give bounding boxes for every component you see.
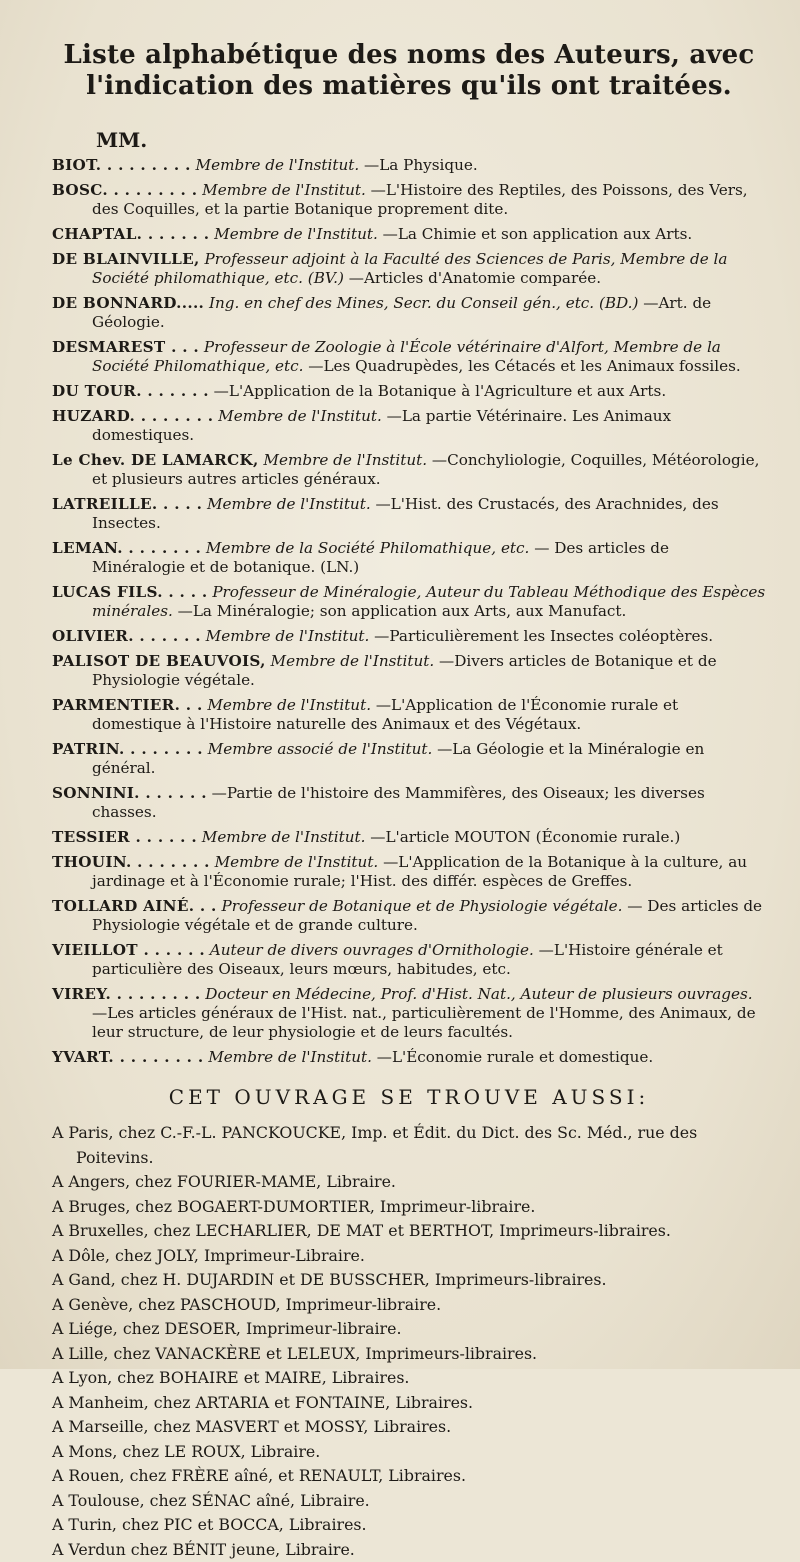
author-name: PATRIN. . . . . . . . [52,740,203,758]
author-title: Membre de l'Institut. [218,407,382,425]
author-title: Ing. en chef des Mines, Secr. du Conseil gén., etc. (BD.) [209,294,638,312]
author-entry [52,696,766,734]
author-name: VIEILLOT . . . . . . [52,941,205,959]
seller-line: A Verdun chez BÉNIT jeune, Libraire. [52,1538,766,1562]
author-title: Membre de l'Institut. [206,627,370,645]
author-topic: —La Chimie et son application aux Arts. [383,225,693,243]
author-topic: —L'article MOUTON (Économie rurale.) [370,828,680,846]
author-entry [52,1048,766,1067]
author-topic: —Art. de Géologie. [92,294,711,331]
author-entry [52,225,766,244]
author-entry [52,583,766,621]
author-topic: —Particulièrement les Insectes coléoptères. [374,627,713,645]
author-title: Professeur de Zoologie à l'École vétérinaire d'Alfort, Membre de la Société Philomathique, etc. [92,338,721,375]
page-title: Liste alphabétique des noms des Auteurs, avec l'indication des matières qu'ils ont traitées. [52,40,766,102]
seller-line: A Bruxelles, chez LECHARLIER, DE MAT et BERTHOT, Imprimeurs-libraires. [52,1219,766,1244]
author-title: Membre de l'Institut. [263,451,427,469]
seller-list [52,1121,766,1562]
author-title: Membre de l'Institut. [214,225,378,243]
author-name: YVART. . . . . . . . . [52,1048,203,1066]
author-topic: —L'Économie rurale et domestique. [377,1048,653,1066]
author-topic: —L'Hist. des Crustacés, des Arachnides, des Insectes. [92,495,719,532]
author-topic: —Conchyliologie, Coquilles, Météorologie, et plusieurs autres articles généraux. [92,451,759,488]
author-topic: —L'Application de la Botanique à la culture, au jardinage et à l'Économie rurale; l'Hist. des différ. espèces de Greffes. [92,853,747,890]
author-title: Membre de l'Institut. [207,495,371,513]
author-entry [52,627,766,646]
author-name: LEMAN. . . . . . . . [52,539,201,557]
seller-line: A Lille, chez VANACKÈRE et LELEUX, Imprimeurs-libraires. [52,1342,766,1367]
seller-line: A Paris, chez C.-F.-L. PANCKOUCKE, Imp. et Édit. du Dict. des Sc. Méd., rue des Poitevins. [52,1121,766,1170]
seller-line: A Liége, chez DESOER, Imprimeur-libraire. [52,1317,766,1342]
author-title: Professeur de Minéralogie, Auteur du Tableau Méthodique des Espèces minérales. [92,583,765,620]
author-name: BIOT. . . . . . . . . [52,156,191,174]
author-entry [52,828,766,847]
author-entry [52,652,766,690]
author-topic: —L'Application de l'Économie rurale et domestique à l'Histoire naturelle des Animaux et des Végétaux. [92,696,678,733]
author-name: THOUIN. . . . . . . . [52,853,210,871]
author-title: Membre de l'Institut. [207,696,371,714]
author-topic: —Divers articles de Botanique et de Physiologie végétale. [92,652,717,689]
author-topic: —La Minéralogie; son application aux Arts, aux Manufact. [178,602,627,620]
author-title: Membre de l'Institut. [196,156,360,174]
author-name: TESSIER . . . . . . [52,828,197,846]
author-topic: —Les articles généraux de l'Hist. nat., particulièrement de l'Homme, des Animaux, de leur structure, de leur physiologie et de leurs facultés. [92,1004,756,1041]
author-title: Membre de la Société Philomathique, etc. [206,539,529,557]
author-entry [52,250,766,288]
seller-line: A Angers, chez FOURIER-MAME, Libraire. [52,1170,766,1195]
seller-line: A Turin, chez PIC et BOCCA, Libraires. [52,1513,766,1538]
author-entry [52,156,766,175]
author-topic: —Les Quadrupèdes, les Cétacés et les Animaux fossiles. [308,357,740,375]
author-name: PARMENTIER. . . [52,696,203,714]
author-topic: —Articles d'Anatomie comparée. [349,269,601,287]
author-entry [52,941,766,979]
author-entry [52,451,766,489]
author-title: Membre de l'Institut. [208,1048,372,1066]
seller-line: A Dôle, chez JOLY, Imprimeur-Libraire. [52,1244,766,1269]
author-topic: —L'Histoire générale et particulière des Oiseaux, leurs mœurs, habitudes, etc. [92,941,723,978]
author-list [52,156,766,1067]
author-topic: —L'Histoire des Reptiles, des Poissons, des Vers, des Coquilles, et la partie Botanique proprement dite. [92,181,748,218]
seller-line: A Manheim, chez ARTARIA et FONTAINE, Libraires. [52,1391,766,1416]
author-name: SONNINI. . . . . . . [52,784,207,802]
author-topic: — Des articles de Minéralogie et de botanique. (LN.) [92,539,669,576]
author-title: Membre de l'Institut. [202,828,366,846]
author-name: Le Chev. DE LAMARCK, [52,451,259,469]
author-name: VIREY. . . . . . . . . [52,985,200,1003]
seller-line: A Bruges, chez BOGAERT-DUMORTIER, Imprimeur-libraire. [52,1195,766,1220]
author-title: Auteur de divers ouvrages d'Ornithologie. [210,941,534,959]
author-topic: —La Physique. [364,156,478,174]
author-name: BOSC. . . . . . . . . [52,181,197,199]
author-title: Membre de l'Institut. [271,652,435,670]
section-heading: CET OUVRAGE SE TROUVE AUSSI: [52,1085,766,1109]
author-name: CHAPTAL. . . . . . . [52,225,209,243]
author-topic: — Des articles de Physiologie végétale et de grande culture. [92,897,762,934]
author-entry [52,897,766,935]
author-topic: —Partie de l'histoire des Mammifères, des Oiseaux; les diverses chasses. [92,784,705,821]
author-name: PALISOT DE BEAUVOIS, [52,652,266,670]
author-name: DU TOUR. . . . . . . [52,382,209,400]
author-topic: —L'Application de la Botanique à l'Agriculture et aux Arts. [214,382,666,400]
author-title: Professeur adjoint à la Faculté des Sciences de Paris, Membre de la Société philomathique, etc. (BV.) [92,250,727,287]
seller-line: A Genève, chez PASCHOUD, Imprimeur-libraire. [52,1293,766,1318]
author-entry [52,495,766,533]
author-name: DE BLAINVILLE, [52,250,200,268]
seller-line: A Mons, chez LE ROUX, Libraire. [52,1440,766,1465]
seller-line: A Gand, chez H. DUJARDIN et DE BUSSCHER, Imprimeurs-libraires. [52,1268,766,1293]
author-name: LUCAS FILS. . . . . [52,583,208,601]
author-name: OLIVIER. . . . . . . [52,627,201,645]
seller-line: A Rouen, chez FRÈRE aîné, et RENAULT, Libraires. [52,1464,766,1489]
author-topic: —La partie Vétérinaire. Les Animaux domestiques. [92,407,671,444]
seller-line: A Lyon, chez BOHAIRE et MAIRE, Libraires. [52,1366,766,1391]
author-name: HUZARD. . . . . . . . [52,407,213,425]
author-entry [52,784,766,822]
author-entry [52,539,766,577]
author-topic: —La Géologie et la Minéralogie en général. [92,740,704,777]
author-entry [52,853,766,891]
author-title: Docteur en Médecine, Prof. d'Hist. Nat., Auteur de plusieurs ouvrages. [205,985,752,1003]
author-entry [52,382,766,401]
seller-line: A Marseille, chez MASVERT et MOSSY, Libraires. [52,1415,766,1440]
author-entry [52,294,766,332]
author-entry [52,181,766,219]
honorific: MM. [96,128,766,152]
author-entry [52,740,766,778]
author-entry [52,985,766,1042]
seller-line: A Toulouse, chez SÉNAC aîné, Libraire. [52,1489,766,1514]
author-title: Membre de l'Institut. [202,181,366,199]
author-name: TOLLARD AINÉ. . . [52,897,217,915]
author-title: Membre de l'Institut. [215,853,379,871]
author-entry [52,407,766,445]
author-name: DESMAREST . . . [52,338,199,356]
author-title: Membre associé de l'Institut. [208,740,433,758]
author-name: LATREILLE. . . . . [52,495,202,513]
author-name: DE BONNARD..... [52,294,204,312]
author-entry [52,338,766,376]
author-title: Professeur de Botanique et de Physiologie végétale. [221,897,622,915]
